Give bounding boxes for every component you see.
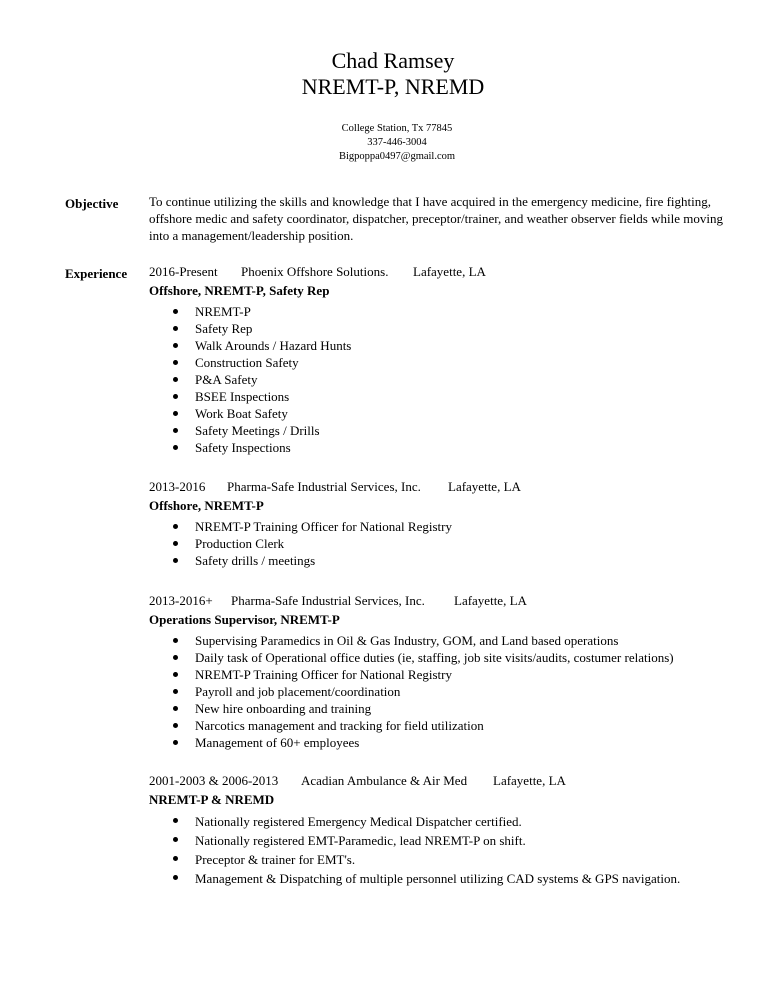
job-title: NREMT-P & NREMD — [149, 792, 275, 807]
job-dates: 2001-2003 & 2006-2013 — [149, 773, 279, 788]
contact-block — [13, 122, 768, 164]
list-item: Daily task of Operational office duties (ie, staffing, job site visits/audits, costumer relations) — [149, 649, 749, 666]
job-header — [149, 263, 749, 281]
job-company: Acadian Ambulance & Air Med — [301, 773, 468, 788]
contact-phone: 337-446-3004 — [367, 137, 427, 148]
job-entry — [149, 592, 749, 751]
list-item: Preceptor & trainer for EMT's. — [149, 850, 749, 869]
list-item: Safety Inspections — [149, 439, 749, 456]
job-entry — [149, 478, 749, 569]
list-item: BSEE Inspections — [149, 388, 749, 405]
job-location: Lafayette, LA — [448, 479, 521, 494]
list-item: New hire onboarding and training — [149, 700, 749, 717]
job-dates: 2013-2016+ — [149, 593, 213, 608]
list-item: Safety drills / meetings — [149, 552, 749, 569]
list-item: Nationally registered Emergency Medical Dispatcher certified. — [149, 812, 749, 831]
list-item: NREMT-P — [149, 303, 749, 320]
job-bullets — [149, 518, 749, 569]
job-location: Lafayette, LA — [493, 773, 566, 788]
job-title: Offshore, NREMT-P — [149, 498, 264, 513]
job-bullets — [149, 632, 749, 751]
job-bullets — [149, 303, 749, 456]
list-item: Management of 60+ employees — [149, 734, 749, 751]
list-item: Construction Safety — [149, 354, 749, 371]
candidate-credentials: NREMT-P, NREMD — [301, 74, 485, 99]
job-company: Phoenix Offshore Solutions. — [241, 264, 389, 279]
experience-label: Experience — [65, 266, 128, 281]
contact-city: College Station, Tx 77845 — [341, 123, 453, 134]
list-item: Supervising Paramedics in Oil & Gas Industry, GOM, and Land based operations — [149, 632, 749, 649]
list-item: Nationally registered EMT-Paramedic, lead NREMT-P on shift. — [149, 831, 749, 850]
list-item: NREMT-P Training Officer for National Registry — [149, 518, 749, 535]
job-entry — [149, 772, 749, 888]
list-item: Narcotics management and tracking for field utilization — [149, 717, 749, 734]
job-bullets — [149, 812, 749, 888]
candidate-name: Chad Ramsey — [331, 48, 455, 73]
resume-header — [0, 48, 768, 100]
job-company: Pharma-Safe Industrial Services, Inc. — [231, 593, 425, 608]
list-item: Safety Rep — [149, 320, 749, 337]
job-header — [149, 592, 749, 610]
objective-text: To continue utilizing the skills and knowledge that I have acquired in the emergency medicine, fire fighting, offshore medic and safety coordinator, dispatcher, preceptor/trainer, and weather observer fields while moving into a management/leadership position. — [149, 194, 723, 243]
objective-label: Objective — [65, 196, 119, 211]
list-item: Management & Dispatching of multiple personnel utilizing CAD systems & GPS navigation. — [149, 869, 749, 888]
job-entry — [149, 263, 749, 456]
list-item: Walk Arounds / Hazard Hunts — [149, 337, 749, 354]
list-item: Production Clerk — [149, 535, 749, 552]
list-item: Safety Meetings / Drills — [149, 422, 749, 439]
list-item: P&A Safety — [149, 371, 749, 388]
job-company: Pharma-Safe Industrial Services, Inc. — [227, 479, 421, 494]
contact-email: Bigpoppa0497@gmail.com — [338, 151, 456, 162]
job-header — [149, 772, 749, 790]
job-title: Offshore, NREMT-P, Safety Rep — [149, 283, 330, 298]
list-item: Payroll and job placement/coordination — [149, 683, 749, 700]
job-dates: 2016-Present — [149, 264, 218, 279]
job-location: Lafayette, LA — [413, 264, 486, 279]
list-item: NREMT-P Training Officer for National Registry — [149, 666, 749, 683]
job-dates: 2013-2016 — [149, 479, 206, 494]
job-header — [149, 478, 749, 496]
list-item: Work Boat Safety — [149, 405, 749, 422]
job-location: Lafayette, LA — [454, 593, 527, 608]
job-title: Operations Supervisor, NREMT-P — [149, 612, 340, 627]
